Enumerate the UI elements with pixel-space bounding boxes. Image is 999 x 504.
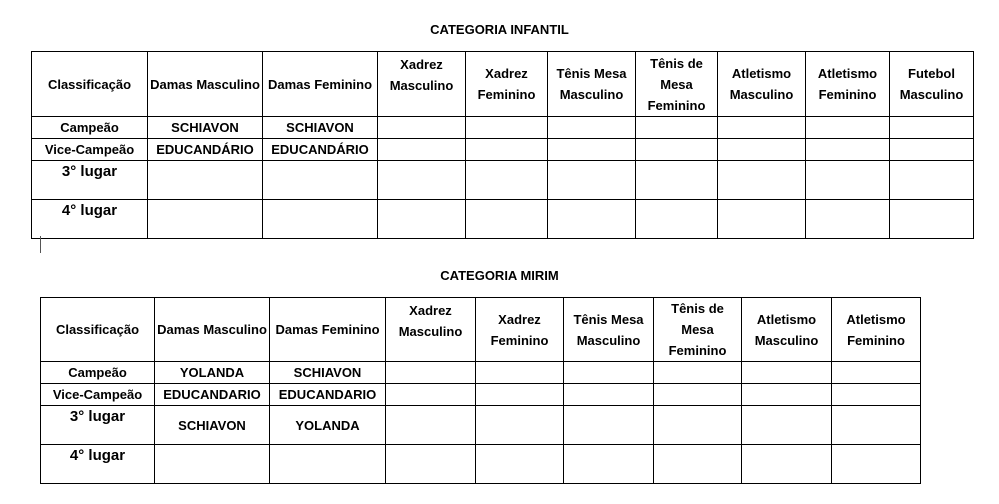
- infantil-cell: [548, 161, 636, 200]
- mirim-cell: [654, 362, 742, 384]
- infantil-cell: EDUCANDÁRIO: [263, 139, 378, 161]
- infantil-title: CATEGORIA INFANTIL: [430, 22, 569, 37]
- mirim-cell: [386, 406, 476, 445]
- infantil-cell: [148, 200, 263, 239]
- mirim-cell: [564, 406, 654, 445]
- mirim-table: [40, 297, 921, 484]
- infantil-row-campeao: [32, 117, 974, 139]
- mirim-header-xadrez-feminino: Xadrez Feminino: [476, 298, 564, 362]
- mirim-header-tenis-mesa-feminino: Tênis de Mesa Feminino: [654, 298, 742, 362]
- mirim-row-vice-campeao: [41, 384, 921, 406]
- infantil-cell: [890, 200, 974, 239]
- mirim-header-damas-masculino: Damas Masculino: [155, 298, 270, 362]
- infantil-header-row: [32, 52, 974, 117]
- mirim-cell: [832, 384, 921, 406]
- mirim-title: CATEGORIA MIRIM: [440, 268, 559, 283]
- infantil-row-3-lugar: [32, 161, 974, 200]
- infantil-cell: [890, 139, 974, 161]
- mirim-cell: [742, 362, 832, 384]
- mirim-cell: SCHIAVON: [155, 406, 270, 445]
- mirim-cell: [742, 384, 832, 406]
- mirim-cell: [386, 384, 476, 406]
- mirim-row-label: 4° lugar: [41, 445, 155, 484]
- infantil-cell: [806, 200, 890, 239]
- mirim-row-campeao: [41, 362, 921, 384]
- mirim-cell: [270, 445, 386, 484]
- mirim-cell: [832, 406, 921, 445]
- mirim-cell: YOLANDA: [270, 406, 386, 445]
- mirim-cell: [564, 445, 654, 484]
- infantil-row-vice-campeao: [32, 139, 974, 161]
- mirim-cell: [564, 384, 654, 406]
- infantil-cell: [466, 161, 548, 200]
- infantil-row-label: 4° lugar: [32, 200, 148, 239]
- infantil-cell: [466, 139, 548, 161]
- text-cursor: [40, 236, 41, 253]
- infantil-cell: SCHIAVON: [263, 117, 378, 139]
- mirim-header-row: [41, 298, 921, 362]
- mirim-cell: [654, 384, 742, 406]
- infantil-cell: [890, 161, 974, 200]
- infantil-row-4-lugar: [32, 200, 974, 239]
- infantil-header-xadrez-feminino: Xadrez Feminino: [466, 52, 548, 117]
- mirim-cell: EDUCANDARIO: [155, 384, 270, 406]
- infantil-header-xadrez-masculino: Xadrez Masculino: [378, 52, 466, 117]
- infantil-cell: [466, 117, 548, 139]
- mirim-cell: [832, 445, 921, 484]
- mirim-header-atletismo-masculino: Atletismo Masculino: [742, 298, 832, 362]
- infantil-row-label: 3° lugar: [32, 161, 148, 200]
- infantil-cell: [636, 161, 718, 200]
- mirim-cell: [742, 445, 832, 484]
- mirim-row-3-lugar: [41, 406, 921, 445]
- mirim-row-4-lugar: [41, 445, 921, 484]
- mirim-cell: [654, 445, 742, 484]
- infantil-cell: [466, 200, 548, 239]
- infantil-cell: [718, 161, 806, 200]
- mirim-cell: [476, 406, 564, 445]
- mirim-cell: [832, 362, 921, 384]
- infantil-cell: SCHIAVON: [148, 117, 263, 139]
- infantil-cell: [548, 117, 636, 139]
- infantil-cell: [263, 161, 378, 200]
- mirim-cell: [386, 445, 476, 484]
- infantil-header-tenis-mesa-masculino: Tênis Mesa Masculino: [548, 52, 636, 117]
- infantil-cell: [806, 161, 890, 200]
- infantil-cell: EDUCANDÁRIO: [148, 139, 263, 161]
- mirim-cell: [742, 406, 832, 445]
- infantil-header-futebol-masculino: Futebol Masculino: [890, 52, 974, 117]
- mirim-header-tenis-mesa-masculino: Tênis Mesa Masculino: [564, 298, 654, 362]
- infantil-header-classificacao: Classificação: [32, 52, 148, 117]
- infantil-cell: [890, 117, 974, 139]
- infantil-cell: [806, 139, 890, 161]
- infantil-cell: [718, 117, 806, 139]
- infantil-row-label: Campeão: [32, 117, 148, 139]
- mirim-cell: EDUCANDARIO: [270, 384, 386, 406]
- mirim-cell: SCHIAVON: [270, 362, 386, 384]
- infantil-header-atletismo-feminino: Atletismo Feminino: [806, 52, 890, 117]
- infantil-cell: [378, 161, 466, 200]
- mirim-cell: [476, 362, 564, 384]
- infantil-cell: [263, 200, 378, 239]
- mirim-header-classificacao: Classificação: [41, 298, 155, 362]
- mirim-cell: [476, 445, 564, 484]
- infantil-cell: [378, 117, 466, 139]
- infantil-cell: [806, 117, 890, 139]
- infantil-table: [31, 51, 974, 239]
- mirim-header-damas-feminino: Damas Feminino: [270, 298, 386, 362]
- infantil-cell: [636, 200, 718, 239]
- infantil-header-atletismo-masculino: Atletismo Masculino: [718, 52, 806, 117]
- infantil-row-label: Vice-Campeão: [32, 139, 148, 161]
- infantil-cell: [378, 200, 466, 239]
- mirim-cell: YOLANDA: [155, 362, 270, 384]
- infantil-cell: [718, 200, 806, 239]
- mirim-cell: [386, 362, 476, 384]
- infantil-cell: [548, 139, 636, 161]
- mirim-header-atletismo-feminino: Atletismo Feminino: [832, 298, 921, 362]
- infantil-header-damas-masculino: Damas Masculino: [148, 52, 263, 117]
- infantil-cell: [148, 161, 263, 200]
- infantil-cell: [718, 139, 806, 161]
- mirim-header-xadrez-masculino: Xadrez Masculino: [386, 298, 476, 362]
- mirim-row-label: Vice-Campeão: [41, 384, 155, 406]
- infantil-cell: [548, 200, 636, 239]
- infantil-cell: [636, 139, 718, 161]
- mirim-cell: [564, 362, 654, 384]
- mirim-row-label: Campeão: [41, 362, 155, 384]
- infantil-header-tenis-mesa-feminino: Tênis de Mesa Feminino: [636, 52, 718, 117]
- mirim-row-label: 3° lugar: [41, 406, 155, 445]
- infantil-header-damas-feminino: Damas Feminino: [263, 52, 378, 117]
- mirim-cell: [476, 384, 564, 406]
- infantil-cell: [636, 117, 718, 139]
- infantil-cell: [378, 139, 466, 161]
- mirim-cell: [155, 445, 270, 484]
- mirim-cell: [654, 406, 742, 445]
